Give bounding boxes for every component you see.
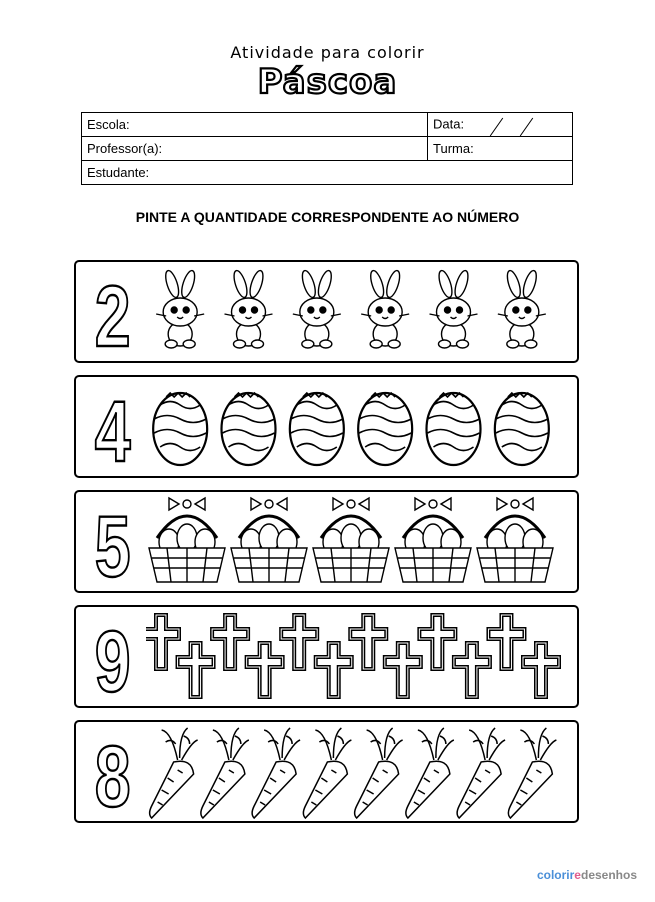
bunny-icon bbox=[156, 269, 204, 348]
svg-text:8: 8 bbox=[94, 734, 131, 814]
number-outline bbox=[88, 389, 138, 469]
bunny-illustrations bbox=[146, 262, 576, 362]
svg-text:5: 5 bbox=[94, 504, 131, 584]
counting-row-2 bbox=[74, 260, 579, 363]
teacher-label: Professor(a): bbox=[87, 141, 163, 156]
date-slashes bbox=[482, 116, 542, 134]
number-outline bbox=[88, 619, 138, 699]
basket-icon bbox=[231, 498, 307, 582]
cross-icon bbox=[454, 643, 490, 697]
page-subtitle: Atividade para colorir bbox=[230, 43, 425, 62]
counting-row-4 bbox=[74, 375, 579, 478]
number-outline bbox=[88, 734, 138, 814]
counting-row-9 bbox=[74, 605, 579, 708]
cross-icon bbox=[247, 643, 283, 697]
brand-logo: coloriredesenhos bbox=[536, 868, 637, 882]
carrot-icon bbox=[201, 728, 249, 818]
cross-icon bbox=[419, 615, 455, 669]
svg-text:9: 9 bbox=[94, 619, 131, 699]
egg-illustrations bbox=[146, 377, 576, 477]
cross-icon bbox=[488, 615, 524, 669]
page-title: Páscoa bbox=[257, 62, 398, 102]
basket-icon bbox=[149, 498, 225, 582]
carrot-icon bbox=[355, 728, 403, 818]
cross-icon bbox=[385, 643, 421, 697]
cross-icon bbox=[316, 643, 352, 697]
school-label: Escola: bbox=[87, 117, 130, 132]
bunny-icon bbox=[225, 269, 273, 348]
bunny-icon bbox=[293, 269, 341, 348]
student-field[interactable] bbox=[82, 161, 573, 185]
cross-icon bbox=[146, 615, 179, 669]
carrot-icon bbox=[303, 728, 351, 818]
svg-text:2: 2 bbox=[94, 274, 131, 354]
cross-icon bbox=[281, 615, 317, 669]
class-label: Turma: bbox=[433, 141, 474, 156]
instruction-text: PINTE A QUANTIDADE CORRESPONDENTE AO NÚMERO bbox=[135, 209, 520, 225]
class-field[interactable] bbox=[428, 137, 573, 161]
carrot-icon bbox=[457, 728, 505, 818]
egg-icon bbox=[358, 393, 412, 465]
basket-icon bbox=[313, 498, 389, 582]
basket-illustrations bbox=[146, 492, 576, 592]
basket-icon bbox=[477, 498, 553, 582]
counting-row-8 bbox=[74, 720, 579, 823]
cross-icon bbox=[178, 643, 214, 697]
bunny-icon bbox=[498, 269, 546, 348]
svg-text:4: 4 bbox=[94, 389, 131, 469]
number-outline bbox=[88, 504, 138, 584]
egg-icon bbox=[222, 393, 276, 465]
cross-illustrations bbox=[146, 607, 576, 707]
egg-icon bbox=[495, 393, 549, 465]
carrot-icon bbox=[508, 728, 556, 818]
carrot-icon bbox=[252, 728, 300, 818]
date-label: Data: bbox=[433, 115, 465, 131]
date-field[interactable] bbox=[428, 113, 573, 137]
cross-icon bbox=[212, 615, 248, 669]
bunny-icon bbox=[361, 269, 409, 348]
cross-icon bbox=[350, 615, 386, 669]
cross-icon bbox=[523, 643, 559, 697]
bunny-icon bbox=[430, 269, 478, 348]
carrot-icon bbox=[406, 728, 454, 818]
carrot-icon bbox=[150, 728, 198, 818]
student-info-form bbox=[81, 112, 573, 185]
carrot-illustrations bbox=[146, 722, 576, 822]
basket-icon bbox=[395, 498, 471, 582]
egg-icon bbox=[427, 393, 481, 465]
school-field[interactable] bbox=[82, 113, 428, 137]
number-outline bbox=[88, 274, 138, 354]
egg-icon bbox=[153, 393, 207, 465]
teacher-field[interactable] bbox=[82, 137, 428, 161]
student-label: Estudante: bbox=[87, 165, 150, 180]
egg-icon bbox=[290, 393, 344, 465]
counting-row-5 bbox=[74, 490, 579, 593]
